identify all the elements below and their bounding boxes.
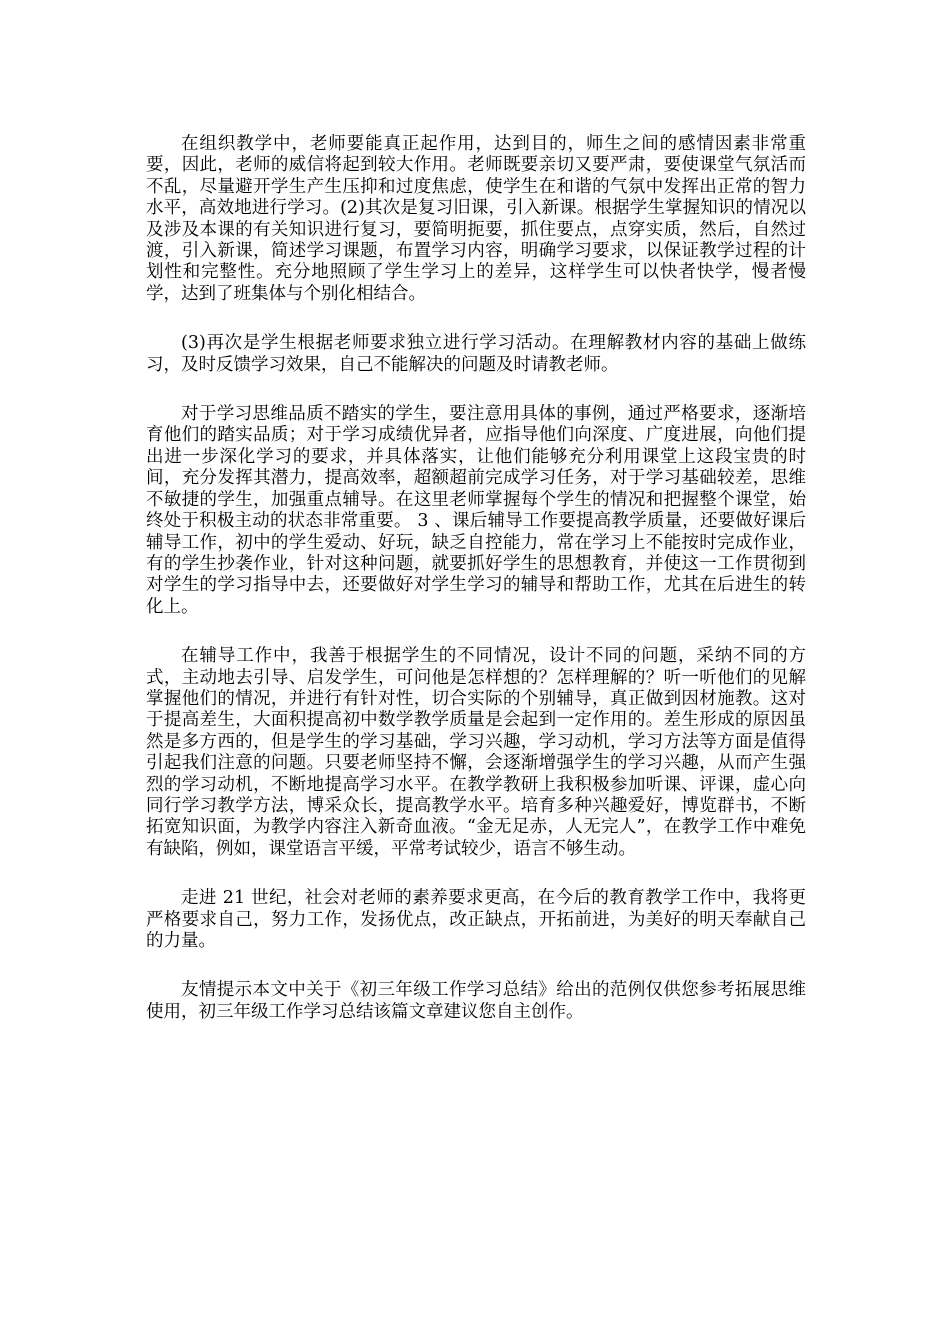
- paragraph-4: 在辅导工作中，我善于根据学生的不同情况，设计不同的问题，采纳不同的方式，主动地去引导、启发学生，可问他是怎样想的？怎样理解的？听一听他们的见解掌握他们的情况，并进行有针对性，切合实际的个别辅导，真正做到因材施教。这对于提高差生，大面积提高初中数学教学质量是会起到一定作用的。差生形成的原因虽然是多方西的，但是学生的学习基础，学习兴趣，学习动机，学习方法等方面是值得引起我们注意的问题。只要老师坚持不懈，会逐渐增强学生的学习兴趣，从而产生强烈的学习动机，不断地提高学习水平。在教学教研上我积极参加听课、评课，虚心向同行学习教学方法，博采众长，提高教学水平。培育多种兴趣爱好，博览群书，不断拓宽知识面，为教学内容注入新奇血液。“金无足赤，人无完人”，在教学工作中难免有缺陷，例如，课堂语言平缓，平常考试较少，语言不够生动。: [146, 646, 806, 859]
- paragraph-5: 走进 21 世纪，社会对老师的素养要求更高，在今后的教育教学工作中，我将更严格要求自己，努力工作，发扬优点，改正缺点，开拓前进，为美好的明天奉献自己的力量。: [146, 888, 806, 951]
- paragraph-3: 对于学习思维品质不踏实的学生，要注意用具体的事例，通过严格要求，逐渐培育他们的踏实品质；对于学习成绩优异者，应指导他们向深度、广度进展，向他们提出进一步深化学习的要求，并具体落实，让他们能够充分利用课堂上这段宝贵的时间，充分发挥其潜力，提高效率，超额超前完成学习任务，对于学习基础较差，思维不敏捷的学生，加强重点辅导。在这里老师掌握每个学生的情况和把握整个课堂，始终处于积极主动的状态非常重要。 3 、课后辅导工作要提高教学质量，还要做好课后辅导工作，初中的学生爱动、好玩，缺乏自控能力，常在学习上不能按时完成作业，有的学生抄袭作业，针对这种问题，就要抓好学生的思想教育，并使这一工作贯彻到对学生的学习指导中去，还要做好对学生学习的辅导和帮助工作，尤其在后进生的转化上。: [146, 404, 806, 617]
- document-body: [146, 134, 806, 1051]
- paragraph-2: (3)再次是学生根据老师要求独立进行学习活动。在理解教材内容的基础上做练习，及时反馈学习效果，自己不能解决的问题及时请教老师。: [146, 333, 806, 375]
- paragraph-1: 在组织教学中，老师要能真正起作用，达到目的，师生之间的感情因素非常重要，因此，老师的威信将起到较大作用。老师既要亲切又要严肃，要使课堂气氛活而不乱，尽量避开学生产生压抑和过度焦虑，使学生在和谐的气氛中发挥出正常的智力水平，高效地进行学习。(2)其次是复习旧课，引入新课。根据学生掌握知识的情况以及涉及本课的有关知识进行复习，要简明扼要，抓住要点，点穿实质，然后，自然过渡，引入新课，简述学习课题，布置学习内容，明确学习要求，以保证教学过程的计划性和完整性。充分地照顾了学生学习上的差异，这样学生可以快者快学，慢者慢学，达到了班集体与个别化相结合。: [146, 134, 806, 304]
- paragraph-6: 友情提示本文中关于《初三年级工作学习总结》给出的范例仅供您参考拓展思维使用，初三年级工作学习总结该篇文章建议您自主创作。: [146, 980, 806, 1022]
